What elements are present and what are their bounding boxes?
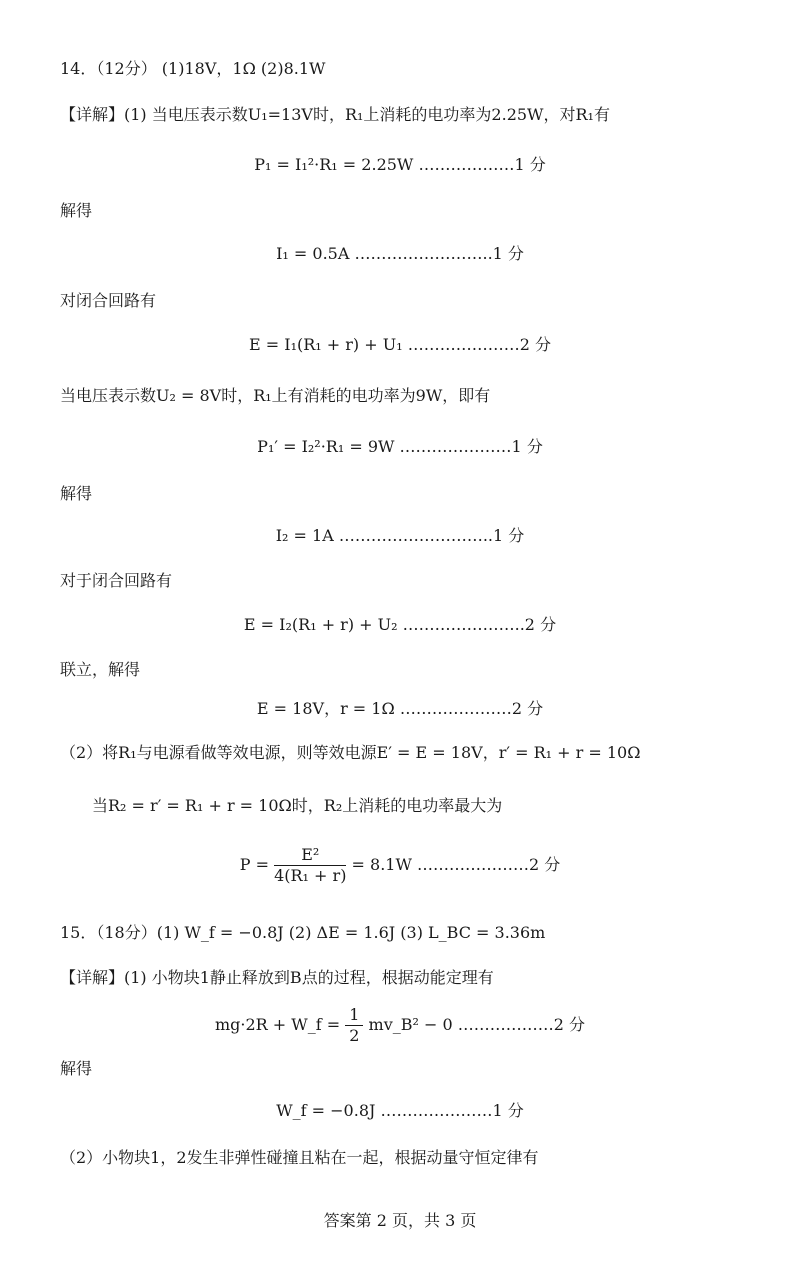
eq8-left: P =	[239, 855, 269, 874]
q14-equation-3: E = I₁(R₁ + r) + U₁ …………………2 分	[249, 335, 551, 354]
q15-detail-1: 【详解】(1) 小物块1静止释放到B点的过程，根据动能定理有	[60, 968, 494, 987]
q14-equation-7: E = 18V，r = 1Ω …………………2 分	[256, 699, 544, 718]
q15-solve-1: 解得	[60, 1059, 93, 1078]
eq8-right: = 8.1W …………………2 分	[351, 855, 561, 874]
eq8-denominator: 4(R₁ + r)	[274, 866, 347, 885]
q15-eq1-fraction	[345, 1005, 363, 1046]
q14-equation-6: E = I₂(R₁ + r) + U₂ …………………..2 分	[243, 615, 557, 634]
q14-part-2: （2）将R₁与电源看做等效电源，则等效电源E′ = E = 18V，r′ = R₁ + r = 10Ω	[60, 743, 641, 762]
q14-circuit-1: 对闭合回路有	[60, 291, 157, 310]
q14-solve-1: 解得	[60, 201, 93, 220]
q14-detail-1: 【详解】(1) 当电压表示数U₁=13V时，R₁上消耗的电功率为2.25W，对R₁有	[60, 105, 610, 124]
q14-equation-4: P₁′ = I₂²·R₁ = 9W …………………1 分	[257, 437, 543, 456]
q15-equation-1	[0, 1002, 800, 1048]
q15-eq1-right: mv_B² − 0 ………………2 分	[368, 1015, 586, 1034]
q14-header: 14．（12分） (1)18V，1Ω (2)8.1W	[60, 59, 326, 78]
q14-equation-8	[0, 842, 800, 888]
q15-eq1-denominator: 2	[349, 1026, 360, 1045]
q14-part-2b: 当R₂ = r′ = R₁ + r = 10Ω时，R₂上消耗的电功率最大为	[92, 796, 503, 815]
q15-equation-2: W_f = −0.8J …………………1 分	[276, 1101, 524, 1120]
eq8-fraction	[274, 845, 346, 886]
q14-detail-2: 当电压表示数U₂ = 8V时，R₁上有消耗的电功率为9W，即有	[60, 386, 491, 405]
eq8-numerator: E²	[274, 845, 346, 866]
q14-equation-2: I₁ = 0.5A ……………………..1 分	[276, 244, 524, 263]
q14-solve-2: 解得	[60, 484, 93, 503]
q15-eq1-numerator: 1	[345, 1005, 363, 1026]
q14-circuit-2: 对于闭合回路有	[60, 571, 173, 590]
q15-part-2: （2）小物块1，2发生非弹性碰撞且粘在一起，根据动量守恒定律有	[60, 1148, 539, 1167]
page-footer: 答案第 2 页，共 3 页	[323, 1211, 477, 1230]
q14-equation-5: I₂ = 1A ………………………..1 分	[275, 526, 525, 545]
q14-equation-1: P₁ = I₁²·R₁ = 2.25W ………………1 分	[254, 155, 546, 174]
q15-eq1-left: mg·2R + W_f =	[214, 1015, 341, 1034]
q15-header: 15．（18分）(1) W_f = −0.8J (2) ΔE = 1.6J (3) L_BC = 3.36m	[60, 923, 546, 942]
q14-combine: 联立，解得	[60, 660, 141, 679]
